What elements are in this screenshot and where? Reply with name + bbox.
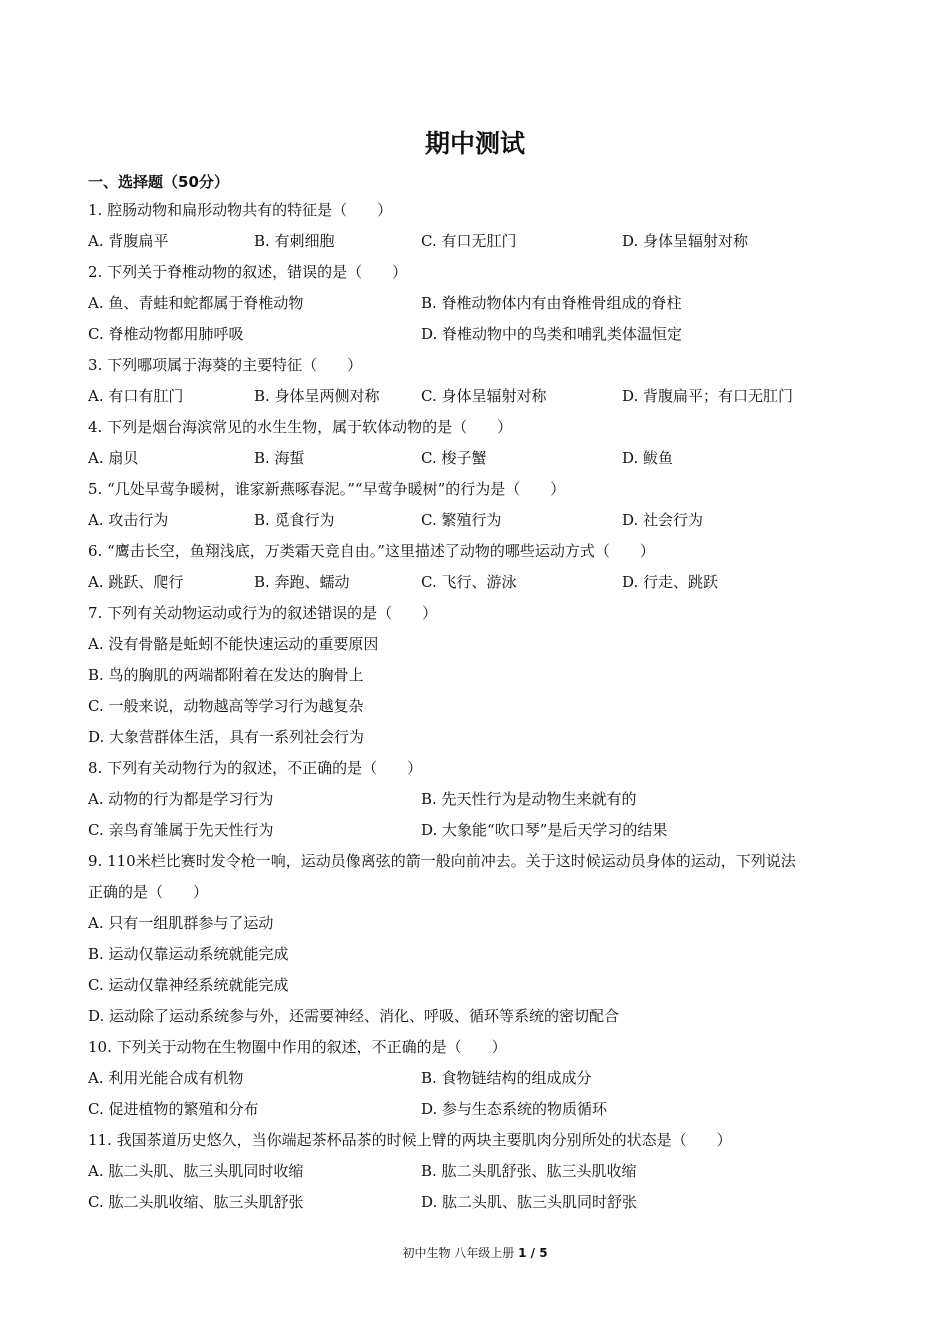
answer-option: B. 先天性行为是动物生来就有的 [421,790,637,808]
answer-option: B. 觅食行为 [254,511,335,529]
footer-label: 初中生物 八年级上册 [402,1246,515,1260]
answer-option: C. 身体呈辐射对称 [421,387,547,405]
options-row [88,381,878,412]
question-line: D. 运动除了运动系统参与外，还需要神经、消化、呼吸、循环等系统的密切配合 [88,1007,620,1025]
options-row [88,1156,878,1187]
answer-option: A. 扇贝 [88,449,139,467]
options-row [88,288,878,319]
answer-option: A. 肱二头肌、肱三头肌同时收缩 [88,1162,304,1180]
question-line: C. 一般来说，动物越高等学习行为越复杂 [88,697,364,715]
answer-option: A. 利用光能合成有机物 [88,1069,244,1087]
question-line: 3. 下列哪项属于海葵的主要特征（ ） [88,356,363,374]
question-list [88,195,878,1218]
answer-option: A. 攻击行为 [88,511,169,529]
answer-option: C. 促进植物的繁殖和分布 [88,1100,259,1118]
answer-option: A. 动物的行为都是学习行为 [88,790,274,808]
answer-option: D. 行走、跳跃 [622,573,719,591]
answer-option: A. 有口有肛门 [88,387,184,405]
question-line: 5. “几处早莺争暖树，谁家新燕啄春泥。”“早莺争暖树”的行为是（ ） [88,480,566,498]
question-line: 9. 110米栏比赛时发令枪一响，运动员像离弦的箭一般向前冲去。关于这时候运动员身体的运动，下列说法 [88,852,796,870]
answer-option: C. 亲鸟育雏属于先天性行为 [88,821,274,839]
page-title: 期中测试 [424,129,525,158]
answer-option: D. 背腹扁平；有口无肛门 [622,387,794,405]
question-line: 7. 下列有关动物运动或行为的叙述错误的是（ ） [88,604,438,622]
answer-option: C. 飞行、游泳 [421,573,517,591]
options-row [88,1187,878,1218]
options-row [88,319,878,350]
answer-option: B. 脊椎动物体内有由脊椎骨组成的脊柱 [421,294,682,312]
question-line: 8. 下列有关动物行为的叙述，不正确的是（ ） [88,759,423,777]
question-line: B. 运动仅靠运动系统就能完成 [88,945,289,963]
question-line: 正确的是（ ） [88,883,209,901]
answer-option: A. 鱼、青蛙和蛇都属于脊椎动物 [88,294,304,312]
answer-option: B. 有刺细胞 [254,232,335,250]
options-row [88,1094,878,1125]
question-line: C. 运动仅靠神经系统就能完成 [88,976,289,994]
options-row [88,226,878,257]
options-row [88,443,878,474]
answer-option: B. 食物链结构的组成成分 [421,1069,592,1087]
question-line: 4. 下列是烟台海滨常见的水生生物，属于软体动物的是（ ） [88,418,513,436]
section-heading: 一、选择题（50分） [88,173,229,191]
answer-option: D. 脊椎动物中的鸟类和哺乳类体温恒定 [421,325,683,343]
answer-option: D. 鲅鱼 [622,449,674,467]
question-line: D. 大象营群体生活，具有一系列社会行为 [88,728,365,746]
answer-option: A. 跳跃、爬行 [88,573,184,591]
question-line: B. 鸟的胸肌的两端都附着在发达的胸骨上 [88,666,364,684]
options-row [88,1063,878,1094]
options-row [88,567,878,598]
question-line: 1. 腔肠动物和扁形动物共有的特征是（ ） [88,201,393,219]
answer-option: D. 大象能“吹口琴”是后天学习的结果 [421,821,668,839]
options-row [88,505,878,536]
answer-option: B. 奔跑、蠕动 [254,573,350,591]
question-line: A. 只有一组肌群参与了运动 [88,914,274,932]
answer-option: C. 肱二头肌收缩、肱三头肌舒张 [88,1193,304,1211]
options-row [88,784,878,815]
answer-option: A. 背腹扁平 [88,232,169,250]
page-footer [0,1244,950,1261]
answer-option: B. 身体呈两侧对称 [254,387,380,405]
answer-option: C. 有口无肛门 [421,232,517,250]
answer-option: D. 身体呈辐射对称 [622,232,749,250]
answer-option: C. 脊椎动物都用肺呼吸 [88,325,244,343]
answer-option: B. 海蜇 [254,449,305,467]
options-row [88,815,878,846]
answer-option: D. 肱二头肌、肱三头肌同时舒张 [421,1193,638,1211]
question-line: 2. 下列关于脊椎动物的叙述，错误的是（ ） [88,263,408,281]
answer-option: C. 繁殖行为 [421,511,502,529]
question-line: 10. 下列关于动物在生物圈中作用的叙述，不正确的是（ ） [88,1038,507,1056]
answer-option: C. 梭子蟹 [421,449,487,467]
answer-option: B. 肱二头肌舒张、肱三头肌收缩 [421,1162,637,1180]
answer-option: D. 社会行为 [622,511,704,529]
answer-option: D. 参与生态系统的物质循环 [421,1100,608,1118]
question-line: 6. “鹰击长空，鱼翔浅底，万类霜天竞自由。”这里描述了动物的哪些运动方式（ ） [88,542,655,560]
page-number: 1 / 5 [518,1246,548,1260]
question-line: A. 没有骨骼是蚯蚓不能快速运动的重要原因 [88,635,379,653]
question-line: 11. 我国茶道历史悠久，当你端起茶杯品茶的时候上臂的两块主要肌肉分别所处的状态是（ ） [88,1131,732,1149]
